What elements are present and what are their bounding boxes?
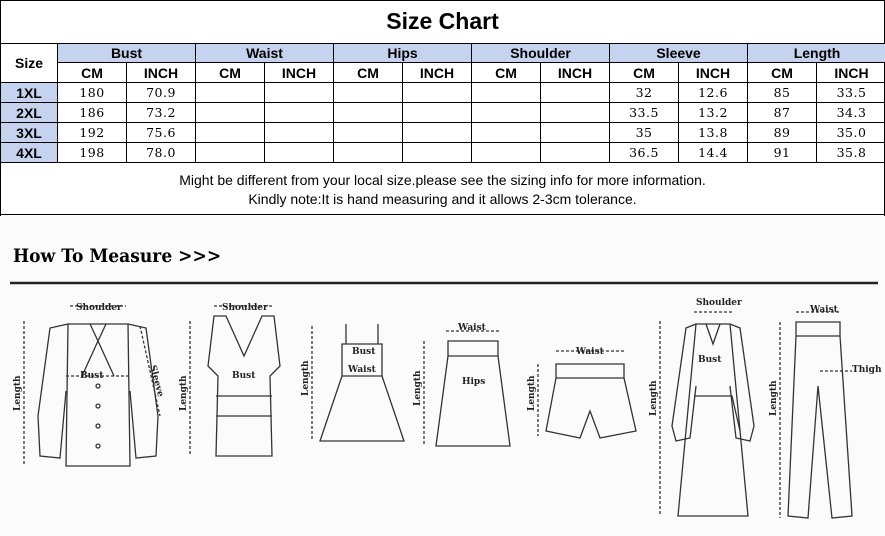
- label-bust-3: Bust: [352, 347, 376, 357]
- label-bust-6: Bust: [698, 355, 722, 365]
- camisole-dress-illustration: [312, 324, 404, 441]
- table-cell: 33.5: [610, 103, 679, 123]
- table-cell: [334, 83, 403, 103]
- table-cell: [265, 123, 334, 143]
- page-title: Size Chart: [386, 8, 499, 34]
- table-cell: [334, 123, 403, 143]
- unit-header-waist-cm: CM: [196, 63, 265, 83]
- unit-header-sleeve-cm: CM: [610, 63, 679, 83]
- size-note: [0, 164, 885, 215]
- size-label: 1XL: [1, 83, 58, 103]
- label-hips-4: Hips: [462, 377, 486, 387]
- label-shoulder-1: Shoulder: [76, 303, 122, 313]
- table-cell: [472, 123, 541, 143]
- table-cell: [403, 83, 472, 103]
- label-bust-1: Bust: [80, 371, 104, 381]
- table-cell: 89: [748, 123, 817, 143]
- table-row: [1, 103, 885, 123]
- table-cell: [334, 143, 403, 163]
- how-to-measure-text: How To Measure: [13, 245, 173, 267]
- label-length-5: Length: [527, 375, 537, 411]
- table-cell: 13.8: [679, 123, 748, 143]
- note-line-1: Might be different from your local size.please see the sizing info for more information.: [179, 172, 706, 188]
- table-cell: 75.6: [127, 123, 196, 143]
- table-cell: 186: [58, 103, 127, 123]
- unit-header-length-inch: INCH: [817, 63, 885, 83]
- table-cell: 34.3: [817, 103, 885, 123]
- group-header-bust: Bust: [58, 44, 196, 63]
- table-cell: [334, 103, 403, 123]
- size-column-header: Size: [1, 44, 58, 83]
- table-cell: 32: [610, 83, 679, 103]
- note-line-2: Kindly note:It is hand measuring and it allows 2-3cm tolerance.: [248, 191, 637, 207]
- table-cell: 36.5: [610, 143, 679, 163]
- table-cell: [196, 143, 265, 163]
- table-cell: 14.4: [679, 143, 748, 163]
- unit-header-waist-inch: INCH: [265, 63, 334, 83]
- unit-header-sleeve-inch: INCH: [679, 63, 748, 83]
- table-cell: 12.6: [679, 83, 748, 103]
- unit-header-shoulder-cm: CM: [472, 63, 541, 83]
- group-header-waist: Waist: [196, 44, 334, 63]
- table-cell: [472, 103, 541, 123]
- table-row: [1, 83, 885, 103]
- label-length-6: Length: [649, 380, 659, 416]
- group-header-hips: Hips: [334, 44, 472, 63]
- table-cell: [265, 103, 334, 123]
- table-cell: [265, 83, 334, 103]
- table-cell: [403, 143, 472, 163]
- table-cell: 13.2: [679, 103, 748, 123]
- table-cell: [196, 103, 265, 123]
- label-waist-4: Waist: [458, 323, 486, 333]
- table-cell: [403, 103, 472, 123]
- label-length-7: Length: [769, 380, 779, 416]
- group-header-sleeve: Sleeve: [610, 44, 748, 63]
- table-cell: 192: [58, 123, 127, 143]
- table-cell: [196, 123, 265, 143]
- table-cell: 198: [58, 143, 127, 163]
- label-waist-5: Waist: [576, 347, 604, 357]
- unit-header-bust-inch: INCH: [127, 63, 196, 83]
- long-coat-illustration: [660, 312, 754, 516]
- table-cell: 35.0: [817, 123, 885, 143]
- table-cell: [472, 143, 541, 163]
- size-table: [0, 43, 885, 163]
- group-header-shoulder: Shoulder: [472, 44, 610, 63]
- triple-chevron-icon: >>>: [178, 245, 222, 267]
- table-cell: [541, 123, 610, 143]
- unit-header-hips-cm: CM: [334, 63, 403, 83]
- table-cell: [541, 143, 610, 163]
- label-waist-7: Waist: [810, 305, 838, 315]
- table-cell: 85: [748, 83, 817, 103]
- blouse-illustration: [24, 306, 160, 466]
- table-cell: [472, 83, 541, 103]
- label-length-2: Length: [179, 375, 189, 411]
- label-shoulder-6: Shoulder: [696, 298, 742, 308]
- table-cell: [403, 123, 472, 143]
- table-cell: [196, 83, 265, 103]
- table-row: [1, 123, 885, 143]
- unit-header-bust-cm: CM: [58, 63, 127, 83]
- table-cell: 78.0: [127, 143, 196, 163]
- table-cell: 35: [610, 123, 679, 143]
- size-label: 4XL: [1, 143, 58, 163]
- how-to-measure-title: [13, 245, 221, 267]
- group-header-length: Length: [748, 44, 885, 63]
- label-shoulder-2: Shoulder: [222, 303, 268, 313]
- table-cell: [541, 103, 610, 123]
- sleeveless-top-illustration: [190, 306, 280, 456]
- shorts-illustration: [538, 351, 636, 438]
- table-cell: 33.5: [817, 83, 885, 103]
- table-cell: 87: [748, 103, 817, 123]
- table-row: [1, 143, 885, 163]
- label-length-4: Length: [413, 370, 423, 406]
- label-sleeve-1: Sleeve: [147, 364, 166, 399]
- trousers-illustration: [780, 312, 852, 518]
- table-cell: 73.2: [127, 103, 196, 123]
- table-cell: [265, 143, 334, 163]
- skirt-illustration: [424, 331, 510, 446]
- table-cell: 70.9: [127, 83, 196, 103]
- table-cell: 180: [58, 83, 127, 103]
- label-length-1: Length: [13, 375, 23, 411]
- unit-header-hips-inch: INCH: [403, 63, 472, 83]
- unit-header-length-cm: CM: [748, 63, 817, 83]
- size-label: 2XL: [1, 103, 58, 123]
- label-length-3: Length: [301, 360, 311, 396]
- table-cell: 91: [748, 143, 817, 163]
- unit-header-shoulder-inch: INCH: [541, 63, 610, 83]
- size-label: 3XL: [1, 123, 58, 143]
- table-cell: 35.8: [817, 143, 885, 163]
- table-cell: [541, 83, 610, 103]
- label-bust-2: Bust: [232, 371, 256, 381]
- label-waist-3: Waist: [348, 365, 376, 375]
- label-thigh-7: Thigh: [852, 365, 882, 375]
